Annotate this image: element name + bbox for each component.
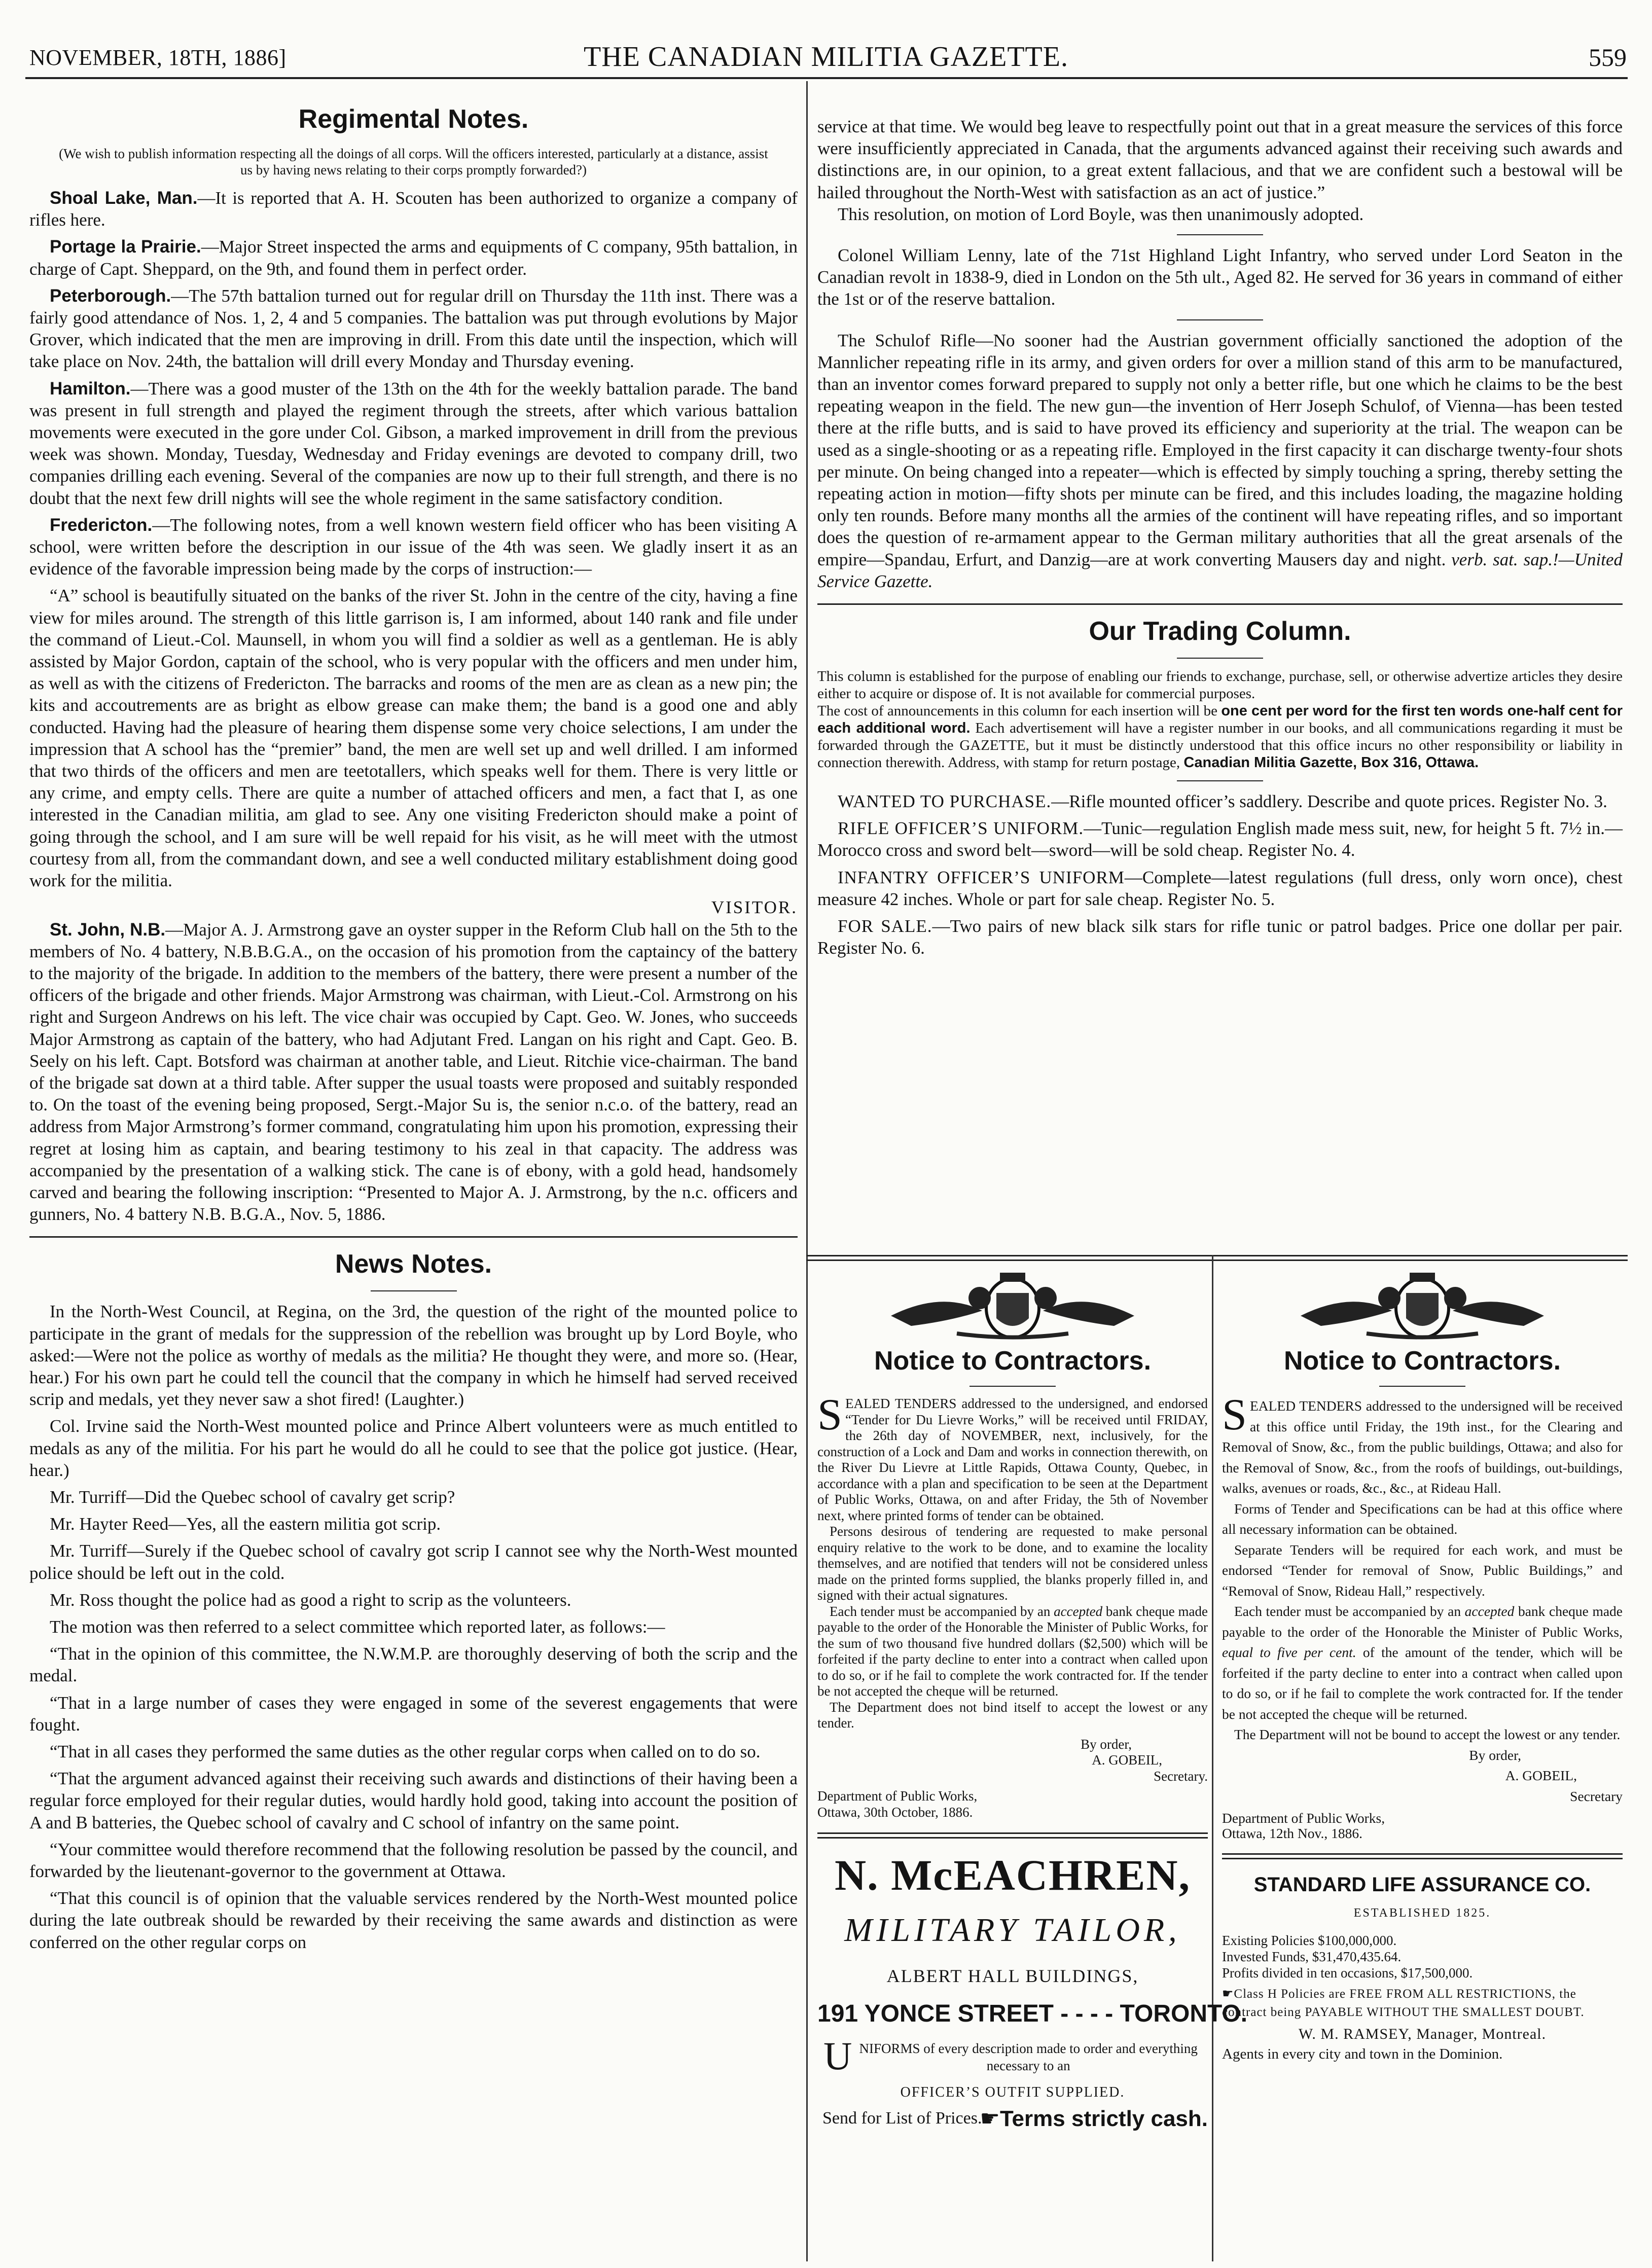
department: Department of Public Works, [1222, 1810, 1385, 1826]
ad-heading: RIFLE OFFICER’S UNIFORM. [838, 818, 1084, 839]
tender-text: of the amount of the tender, which will be forfeited if the party decline to enter into a contract when called upon to do so, or if he fail to complete the work contracted for. If the tender be not accepted the cheque will be returned. [1222, 1644, 1623, 1722]
right-column [817, 116, 1623, 964]
uniforms-text: NIFORMS of every description made to order and everything necessary to an [859, 2041, 1198, 2073]
tender-para: The Department will not be bound to accept the lowest or any tender. [1234, 1726, 1621, 1742]
tender-emph: equal to five per cent. [1222, 1644, 1356, 1660]
tender-text: bank cheque made payable to the order of the Honorable the Minister of Public Works, [1222, 1603, 1623, 1640]
regimental-intro: (We wish to publish information respecting all the doings of all corps. Will the officers interested, particularly at a distance, assist us by having news relating to their corps promptly forwarded?) [59, 146, 768, 177]
insurer-figures [1222, 1932, 1623, 1981]
tailor-footer [817, 2106, 1208, 2134]
gazette-address: Canadian Militia Gazette, Box 316, Ottawa. [1183, 754, 1479, 771]
ad-heading: FOR SALE. [838, 916, 932, 937]
tender-para [817, 1390, 1208, 1524]
notice-title: Notice to Contractors. [1283, 1346, 1561, 1376]
signer-name: A. GOBEIL, [1092, 1752, 1162, 1768]
trading-ad [817, 915, 1623, 959]
ads-top-rule [806, 1255, 1628, 1261]
title-rule [1379, 1386, 1465, 1387]
tailor-trade: MILITARY TAILOR, [844, 1912, 1181, 1949]
ad-text: —Tunic—regulation English made mess suit, new, for height 5 ft. 7½ in.—Morocco cross and sword belt—sword—will be sold cheap. Register No. 4. [817, 818, 1623, 860]
visitor-signature: VISITOR. [711, 897, 798, 918]
tender-para: Persons desirous of tendering are requested to make personal enquiry relative to the work to be done, and to examine the locality themselves, and are notified that tenders will not be considered unless made on the printed forms supplied, the blanks properly filled in, and signed with their actual signatures. [817, 1524, 1208, 1603]
tailor-street: 191 YONCE STREET - - - - TORONTO. [817, 2000, 1248, 2027]
rates-text: Each advertisement will have a register number in our books, and all communications regarding it must be forwarded through the GAZETTE, but it must be distinctly understood that this office incurs no other responsibility or liability in connection therewith. Address, with stamp for return postage, [817, 720, 1623, 771]
lenny-para: Colonel William Lenny, late of the 71st Highland Light Infantry, who served under Lord Seaton in the Canadian revolt in 1838-9, died in London on the 5th ult., Aged 82. He served for 36 years in command of either the 1st or of the reserve battalion. [817, 245, 1623, 309]
by-order: By order, [1469, 1747, 1521, 1763]
news-para: “That in all cases they performed the same duties as the other regular corps when called on to do so. [50, 1742, 761, 1761]
news-para: “That the argument advanced against their receiving such awards and distinctions of their having been a regular force employed for their regular duties, would hardly hold good, taking into account the position of A and B batteries, the Quebec school of cavalry and C school of infantry on the same point. [29, 1769, 798, 1832]
ad-separator [817, 1832, 1208, 1839]
item-text: —Major Street inspected the arms and equipments of C company, 95th battalion, in charge of Capt. Sheppard, on the 9th, and found them in perfect order. [29, 237, 798, 279]
item-heading: Hamilton. [50, 378, 131, 399]
news-para: Mr. Hayter Reed—Yes, all the eastern militia got scrip. [50, 1514, 441, 1534]
tailor-uniforms [823, 2034, 1202, 2078]
tender-text: Each tender must be accompanied by an [830, 1603, 1054, 1619]
department: Department of Public Works, [817, 1788, 978, 1804]
insurer-agents: Agents in every city and town in the Dominion. [1222, 2046, 1503, 2062]
ads-right-column [1222, 1265, 1623, 2063]
figure-line: Profits divided in ten occasions, $17,500,000. [1222, 1965, 1473, 1981]
signer-name: A. GOBEIL, [1505, 1768, 1577, 1783]
news-para: Mr. Ross thought the police had as good a right to scrip as the volunteers. [50, 1590, 571, 1610]
news-para: Mr. Turriff—Did the Quebec school of cavalry get scrip? [50, 1487, 455, 1507]
item-text: —The 57th battalion turned out for regular drill on Thursday the 11th inst. There was a fairly good attendance of Nos. 1, 2, 4 and 5 companies. The battalion was put through evolutions by Major Grover, which indicated that the men are improving in drill. From this date until the inspection, which will take place on Nov. 24th, the battalion will drill every Monday and Thursday evening. [29, 285, 798, 372]
trading-ad [817, 867, 1623, 910]
tender-left [817, 1390, 1208, 1820]
ad-text: —Rifle mounted officer’s saddlery. Describe and quote prices. Register No. 3. [1051, 791, 1607, 812]
schulof-para [817, 330, 1623, 592]
item-heading: St. John, N.B. [50, 919, 166, 940]
item-heading: Shoal Lake, Man. [50, 188, 198, 208]
terms-text: ☛Terms strictly cash. [980, 2106, 1208, 2131]
item-text: —It is reported that A. H. Scouten has been authorized to organize a company of rifles here. [29, 188, 798, 230]
drop-cap: U [823, 2034, 852, 2078]
tender-right [1222, 1390, 1623, 1841]
tender-para [1222, 1390, 1623, 1499]
title-rule [1177, 658, 1263, 659]
item-heading: Fredericton. [50, 515, 153, 535]
insurer-manager: W. M. RAMSEY, Manager, Montreal. [1298, 2026, 1547, 2042]
ads-left-column [817, 1265, 1248, 2134]
tender-para [1222, 1601, 1623, 1724]
insurer-established: ESTABLISHED 1825. [1353, 1906, 1491, 1920]
trading-ad [817, 790, 1623, 812]
tender-para: Forms of Tender and Specifications can be had at this office where all necessary information can be obtained. [1222, 1500, 1623, 1537]
advertisements [806, 1255, 1628, 2264]
tender-text: bank cheque made payable to the order of the Honorable the Minister of Public Works, for the sum of two thousand five hundred dollars ($2,500) which will be forfeited if the party decline to enter into a contract when called upon to do so, or if he fail to complete the work contracted for. If the tender be not accepted the cheque will be returned. [817, 1603, 1208, 1699]
schulof-text: The Schulof Rifle—No sooner had the Austrian government officially sanctioned the adoption of the Mannlicher repeating rifle in its army, and given orders for over a million stand of this arm to be manufactured, than an inventor comes forward prepared to supply not only a better rifle, but one which he claims to be the best repeating weapon in the field. The new gun—the invention of Herr Joseph Schulof, of Vienna—has been tested there at the rifle butts, and is said to have proved its efficiency and superiority at the trial. The weapon can be used as a single-shooting or as a repeating rifle. Employed in the first capacity it can discharge twenty-four shots per minute. On being changed into a repeater—which is effected by simply touching a spring, thereby setting the repeating action in motion—fifty shots per minute can be fired, and this includes loading, the magazine holding only ten rounds. Before many months all the armies of the continent will have repeating rifles, and so important does the question of re-armament appear to the German military authorities that all the great arsenals of the empire—Spandau, Erfurt, and Danzig—are at work converting Mausers day and night. [817, 330, 1623, 569]
section-rule [29, 1236, 798, 1238]
item-peterborough [29, 285, 798, 373]
class-h-notice: ☛Class H Policies are FREE FROM ALL RESTRICTIONS, the contract being PAYABLE WITHOUT THE SMALLEST DOUBT. [1222, 1987, 1585, 2019]
item-portage [29, 236, 798, 279]
header-date: NOVEMBER, 18TH, 1886] [29, 45, 286, 70]
visitor-letter: “A” school is beautifully situated on the banks of the river St. John in the centre of the city, having a fine view for miles around. The strength of this little garrison is, I am informed, about 140 rank and file under the command of Lieut.-Col. Maunsell, in whom you will find a soldier as well as a gentleman. He is ably assisted by Major Gordon, captain of the school, who is very popular with the officers and men under him, as well as with the citizens of Fredericton. The barracks and rooms of the men are as clean as a new pin; the kits and accoutrements are as bright as elbow grease can make them; the band is a good one and ably conducted. Having had the pleasure of hearing them dispense some very choice selections, I am under the impression that A school has the “premier” band, the men are well set up and well drilled. I am informed that two thirds of the officers and men are teetotallers, which speaks well for them. There is very little or any crime, and empty cells. There are quite a number of attached officers and men, a fact that I, as one interested in the Canadian militia, am glad to see. Any one visiting Fredericton should make a point of going through the school, and I am sure will be well repaid for his visit, as he will meet with the utmost courtesy from all, from the commandant down, and see a well conducted military establishment doing good work for the militia. [29, 586, 798, 891]
news-para: In the North-West Council, at Regina, on the 3rd, the question of the right of the mounted police to participate in the grant of medals for the suppression of the rebellion was brought up by Lord Boyle, who asked:—Were not the police as worthy of medals as the militia? He thought they were, and more so. (Hear, hear.) For his own part he could tell the council that the company in which he himself had served received scrip and medals, yet they never saw a shot fired! (Laughter.) [29, 1302, 798, 1410]
tailor-outfit: OFFICER’S OUTFIT SUPPLIED. [900, 2084, 1125, 2100]
ad-text: —Two pairs of new black silk stars for rifle tunic or patrol badges. Price one dollar per pair. Register No. 6. [817, 916, 1623, 958]
resolution-para: This resolution, on motion of Lord Boyle, was then unanimously adopted. [838, 204, 1364, 224]
schulof-citation: verb. sat. sap.!—United Service Gazette. [817, 549, 1623, 591]
figure-line: Existing Policies $100,000,000. [1222, 1933, 1397, 1948]
royal-arms-icon [1290, 1270, 1554, 1341]
news-para: “That in a large number of cases they were engaged in some of the severest engagements that were fought. [29, 1693, 798, 1735]
news-para: “Your committee would therefore recommend that the following resolution be passed by the council, and forwarded by the lieutenant-governor to the government at Ottawa. [29, 1839, 798, 1882]
title-rule [371, 1290, 457, 1291]
tender-emph: accepted [1054, 1603, 1103, 1619]
section-rule [817, 603, 1623, 605]
tender-text: EALED TENDERS addressed to the undersigned, and endorsed “Tender for Du Lievre Works,” will be received until FRIDAY, the 26th day of NOVEMBER, next, inclusively, for the construction of a Lock and Dam and works in connection therewith, on the River Du Lievre at Little Rapids, Ottawa County, Quebec, in accordance with a plan and specification to be seen at the Department of Public Works, Ottawa, on and after Friday, the 5th of November next, where printed forms of tender can be obtained. [817, 1396, 1208, 1523]
tender-para [817, 1604, 1208, 1700]
drop-cap: S [817, 1390, 842, 1439]
separator-rule [1177, 319, 1263, 320]
header-rule [25, 77, 1628, 79]
item-fredericton [29, 514, 798, 580]
insurer-name: STANDARD LIFE ASSURANCE CO. [1253, 1874, 1591, 1896]
trading-intro: This column is established for the purpose of enabling our friends to exchange, purchase, sell, or otherwise advertize articles they desire either to acquire or dispose of. It is not available for commercial purposes. [817, 668, 1623, 702]
news-para: “That in the opinion of this committee, the N.W.M.P. are thoroughly deserving of both the scrip and the medal. [29, 1644, 798, 1686]
ad-heading: INFANTRY OFFICER’S UNIFORM [838, 867, 1125, 887]
trading-rates [817, 702, 1623, 771]
tender-emph: accepted [1464, 1603, 1515, 1619]
news-notes-title: News Notes. [335, 1249, 492, 1279]
separator-rule [1177, 780, 1263, 781]
figure-line: Invested Funds, $31,470,435.64. [1222, 1949, 1402, 1964]
price-list-text: Send for List of Prices. [822, 2109, 982, 2128]
rates-text: The cost of announcements in this column for each insertion will be [817, 703, 1222, 719]
notice-title: Notice to Contractors. [874, 1346, 1152, 1376]
department-date: Ottawa, 30th October, 1886. [817, 1804, 973, 1820]
item-st-john [29, 919, 798, 1226]
left-column [29, 104, 798, 1958]
news-continuation: service at that time. We would beg leave to respectfully point out that in a great measure the services of this force were insufficiently appreciated in Canada, that the arguments advanced against their receiving such awards and distinctions are, in our opinion, to a great extent fallacious, and that we are confident such a bestowal will be hailed throughout the North-West with satisfaction as an act of justice.” [817, 117, 1623, 202]
news-para: Mr. Turriff—Surely if the Quebec school of cavalry got scrip I cannot see why the North-West mounted police should be left out in the cold. [29, 1541, 798, 1583]
tailor-name: N. McEACHREN, [835, 1851, 1191, 1899]
trading-column-title: Our Trading Column. [1089, 617, 1351, 646]
regimental-notes-title: Regimental Notes. [298, 104, 529, 134]
title-rule [969, 1386, 1056, 1387]
ad-text: —Complete—latest regulations (full dress, only worn once), chest measure 42 inches. Whole or part for sale cheap. Register No. 5. [817, 867, 1623, 909]
tender-text: Each tender must be accompanied by an [1234, 1603, 1465, 1619]
item-shoal-lake [29, 187, 798, 231]
ads-column-divider [1212, 1255, 1213, 2261]
item-text: —There was a good muster of the 13th on the 4th for the weekly battalion parade. The band was present in full strength and played the regiment through the streets, after which various battalion movements were executed in the gore under Col. Gibson, a marked improvement in drill from the previous week was shown. Monday, Tuesday, Wednesday and Friday evenings are devoted to company drill, two companies drilling each evening. Several of the companies are now up to their full strength, and there is no doubt that the next few drill nights will see the whole regiment in the same satisfactory condition. [29, 378, 798, 508]
masthead-title: THE CANADIAN MILITIA GAZETTE. [584, 41, 1068, 73]
item-heading: Portage la Prairie. [50, 237, 201, 257]
page-number: 559 [1589, 43, 1627, 71]
separator-rule [1177, 234, 1263, 235]
by-order: By order, [1081, 1736, 1132, 1752]
ad-heading: WANTED TO PURCHASE. [838, 791, 1052, 812]
tender-para: The Department does not bind itself to accept the lowest or any tender. [817, 1699, 1208, 1731]
drop-cap: S [1222, 1390, 1247, 1439]
news-para: The motion was then referred to a select committee which reported later, as follows:— [50, 1616, 665, 1637]
news-para: “That this council is of opinion that the valuable services rendered by the North-West mounted police during the late outbreak should be rewarded by their receiving the same awards and distinction as were conferred on the other regular corps on [29, 1888, 798, 1952]
ad-separator [1222, 1853, 1623, 1859]
trading-ad [817, 817, 1623, 861]
department-date: Ottawa, 12th Nov., 1886. [1222, 1825, 1363, 1841]
signer-title: Secretary [1570, 1788, 1623, 1804]
item-text: —Major A. J. Armstrong gave an oyster supper in the Reform Club hall on the 5th to the members of No. 4 battery, N.B.B.G.A., on the occasion of his promotion from the captaincy of the battery to the majority of the brigade. In addition to the members of the battery, there were present a number of the officers of the brigade and other friends. Major Armstrong was chairman, with Lieut.-Col. Armstrong on his right and Surgeon Andrews on his left. The vice chair was occupied by Capt. Geo. W. Jones, who succeeds Major Armstrong as captain of the battery, who had Adjutant Fred. Langan on his right and Capt. Geo. B. Seely on his left. Capt. Botsford was chairman at another table, and Lieut. Ritchie vice-chairman. The band of the brigade sat down at a third table. After supper the usual toasts were proposed and suitably responded to. On the toast of the evening being proposed, Sergt.-Major Su is, the senior n.c.o. of the battery, read an address from Major Armstrong’s former command, congratulating him upon his promotion, expressing their regret at losing him as captain, and bearing testimony to his zeal in that capacity. The address was accompanied by the presentation of a walking stick. The cane is of ebony, with a gold head, handsomely carved and bearing the following inscription: “Presented to Major A. J. Armstrong, by the n.c. officers and gunners, No. 4 battery N.B. B.G.A., Nov. 5, 1886. [29, 919, 798, 1225]
signer-title: Secretary. [1154, 1768, 1208, 1784]
item-heading: Peterborough. [50, 285, 171, 306]
royal-arms-icon [881, 1270, 1144, 1341]
tender-text: EALED TENDERS addressed to the undersigned will be received at this office until Friday, the 19th inst., for the Clearing and Removal of Snow, &c., from the public buildings, Ottawa; and also for the Removal of Snow, &c., from the roofs of buildings, out-buildings, walks, avenues or roads, &c., &c., at Rideau Hall. [1222, 1398, 1623, 1496]
news-para: Col. Irvine said the North-West mounted police and Prince Albert volunteers were as much entitled to medals as any of the militia. For his part he would do all he could to see that the police got justice. (Hear, hear.) [29, 1416, 798, 1480]
tailor-building: ALBERT HALL BUILDINGS, [886, 1966, 1139, 1986]
tender-para: Separate Tenders will be required for each work, and must be endorsed “Tender for removal of Snow, Public Buildings,” and “Removal of Snow, Rideau Hall,” respectively. [1222, 1541, 1623, 1599]
rates-bold: one cent per word for the first ten words one-half cent for each additional word. [817, 703, 1623, 737]
item-text: —The following notes, from a well known western field officer who has been visiting A school, were written before the description in our issue of the 4th was seen. We gladly insert it as an evidence of the favorable impression being made by the corps of instruction:— [29, 515, 798, 579]
item-hamilton [29, 378, 798, 509]
